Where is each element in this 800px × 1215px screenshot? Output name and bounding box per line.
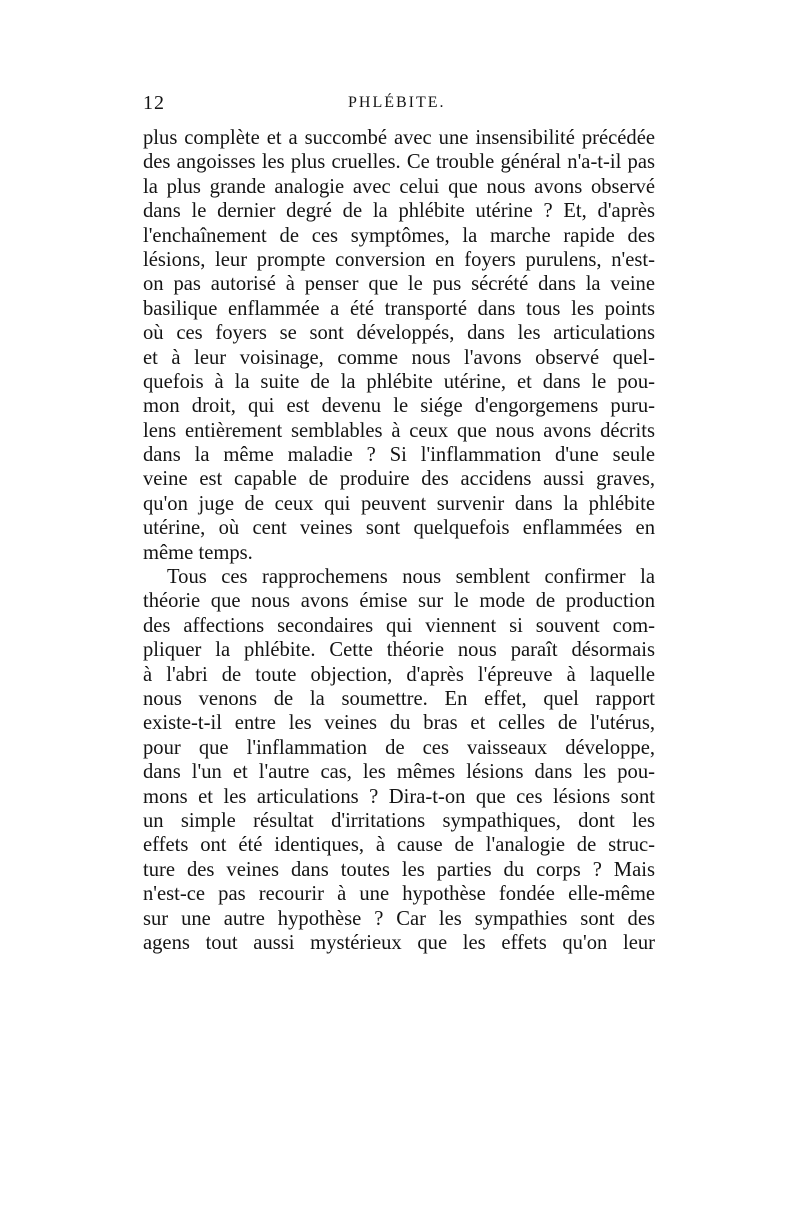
- running-title: PHLÉBITE.: [348, 94, 446, 111]
- text-line: dans la même maladie ? Si l'inflammation d'une seule: [143, 444, 655, 467]
- text-line: veine est capable de produire des accidens aussi graves,: [143, 468, 655, 491]
- paragraph-end-line: même temps.: [143, 541, 253, 564]
- page-number: 12: [143, 92, 165, 114]
- text-line: lésions, leur prompte conversion en foyers purulens, n'est-: [143, 248, 655, 271]
- text-line: n'est-ce pas recourir à une hypothèse fondée elle-même: [143, 883, 655, 906]
- text-line: dans le dernier degré de la phlébite utérine ? Et, d'après: [143, 200, 655, 223]
- text-line: qu'on juge de ceux qui peuvent survenir dans la phlébite: [143, 492, 655, 515]
- text-line: quefois à la suite de la phlébite utérine, et dans le pou-: [143, 370, 655, 393]
- text-line: utérine, où cent veines sont quelquefois enflammées en: [143, 517, 655, 540]
- text-line: et à leur voisinage, comme nous l'avons observé quel-: [143, 346, 655, 369]
- text-line: pliquer la phlébite. Cette théorie nous paraît désormais: [143, 639, 655, 662]
- text-line: des affections secondaires qui viennent si souvent com-: [143, 614, 655, 637]
- text-line: lens entièrement semblables à ceux que nous avons décrits: [143, 419, 655, 442]
- text-line: sur une autre hypothèse ? Car les sympathies sont des: [143, 907, 655, 930]
- text-line: on pas autorisé à penser que le pus sécrété dans la veine: [143, 273, 655, 296]
- text-line: nous venons de la soumettre. En effet, quel rapport: [143, 687, 655, 710]
- text-line: l'enchaînement de ces symptômes, la marche rapide des: [143, 224, 655, 247]
- text-line: mon droit, qui est devenu le siége d'engorgemens puru-: [143, 395, 655, 418]
- text-line: la plus grande analogie avec celui que nous avons observé: [143, 175, 655, 198]
- text-line: ture des veines dans toutes les parties du corps ? Mais: [143, 858, 655, 881]
- text-line: pour que l'inflammation de ces vaisseaux développe,: [143, 736, 655, 759]
- text-line: effets ont été identiques, à cause de l'analogie de struc-: [143, 834, 655, 857]
- text-line: plus complète et a succombé avec une insensibilité précédée: [143, 127, 655, 149]
- text-line: mons et les articulations ? Dira-t-on que ces lésions sont: [143, 785, 655, 808]
- text-line: basilique enflammée a été transporté dans tous les points: [143, 297, 655, 320]
- text-line: théorie que nous avons émise sur le mode de production: [143, 590, 655, 613]
- text-line: existe-t-il entre les veines du bras et celles de l'utérus,: [143, 712, 655, 735]
- text-line: où ces foyers se sont développés, dans les articulations: [143, 322, 655, 345]
- text-line: à l'abri de toute objection, d'après l'épreuve à laquelle: [143, 663, 655, 686]
- text-line: des angoisses les plus cruelles. Ce trouble général n'a-t-il pas: [143, 151, 655, 174]
- page-header: [143, 92, 655, 122]
- text-line: un simple résultat d'irritations sympathiques, dont les: [143, 809, 655, 832]
- body-text: [143, 126, 655, 955]
- text-line: dans l'un et l'autre cas, les mêmes lésions dans les pou-: [143, 761, 655, 784]
- text-line: agens tout aussi mystérieux que les effets qu'on leur: [143, 931, 655, 954]
- paragraph-start-line: Tous ces rapprochemens nous semblent confirmer la: [167, 566, 655, 589]
